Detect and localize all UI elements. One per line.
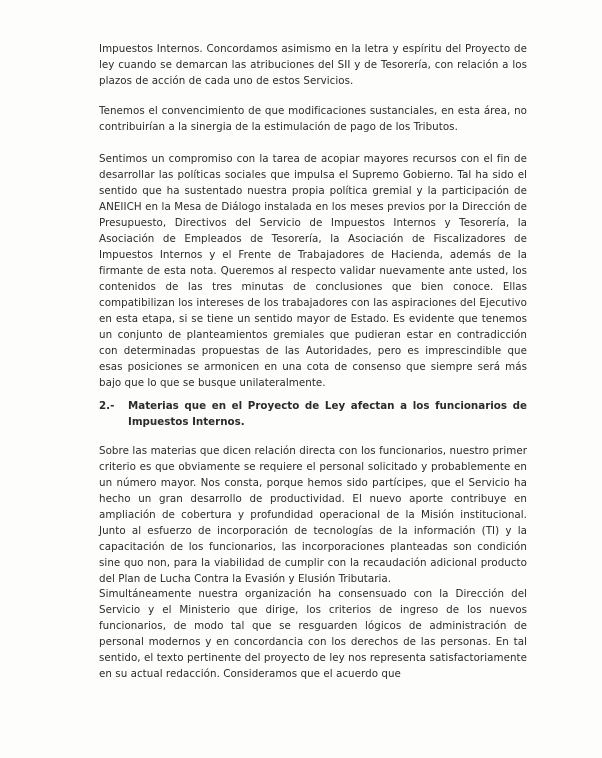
section-heading (99, 398, 527, 430)
section-number: 2.- (99, 400, 115, 412)
paragraph-simultaneamente: Simultáneamente nuestra organización ha consensuado con la Dirección del Servicio y el Ministerio que dirige, los criterios de ingreso de los nuevos funcionarios, de modo tal que se resguarden lógicos de administración de personal modernos y en concordancia con los derechos de las personas. En tal sentido, el texto pertinente del proyecto de ley nos representa satisfactoriamente en su actual redacción. Consideramos que el acuerdo que (99, 588, 527, 680)
paragraph-materias: Sobre las materias que dicen relación directa con los funcionarios, nuestro primer criterio es que obviamente se requiere el personal solicitado y probablemente en un número mayor. Nos consta, porque hemos sido partícipes, que el Servicio ha hecho un gran desarrollo de productividad. El nuevo aporte contribuye en ampliación de cobertura y profundidad operacional de la Misión institucional. Junto al esfuerzo de incorporación de tecnologías de la información (TI) y la capacitación de los funcionarios, las incorporaciones planteadas son condición sine quo non, para la viabilidad de cumplir con la recaudación adicional producto del Plan de Lucha Contra la Evasión y Elusión Tributaria. (99, 445, 527, 585)
paragraph-compromiso: Sentimos un compromiso con la tarea de acopiar mayores recursos con el fin de desarrollar las políticas sociales que impulsa el Supremo Gobierno. Tal ha sido el sentido que ha sustentado nuestra propia política gremial y la participación de ANEIICH en la Mesa de Diálogo instalada en los meses previos por la Dirección de Presupuesto, Directivos del Servicio de Impuestos Internos y Tesorería, la Asociación de Empleados de Tesorería, la Asociación de Fiscalizadores de Impuestos Internos y el Frente de Trabajadores de Hacienda, además de la firmante de esta nota. Queremos al respecto validar nuevamente ante usted, los contenidos de las tres minutas de conclusiones que bien conoce. Ellas compatibilizan los intereses de los trabajadores con las aspiraciones del Ejecutivo en esta etapa, si se tiene un sentido mayor de Estado. Es evidente que tenemos un conjunto de planteamientos gremiales que pudieran estar en contradicción con determinadas propuestas de las Autoridades, pero es imprescindible que esas posiciones se armonicen en una cota de consenso que siempre será más bajo que lo que se busque unilateralmente. (99, 153, 527, 389)
section-title: Materias que en el Proyecto de Ley afectan a los funcionarios de Impuestos Internos. (128, 400, 527, 428)
paragraph-convencimiento: Tenemos el convencimiento de que modificaciones sustanciales, en esta área, no contribuirían a la sinergia de la estimulación de pago de los Tributos. (99, 105, 527, 133)
paragraph-intro: Impuestos Internos. Concordamos asimismo en la letra y espíritu del Proyecto de ley cuando se demarcan las atribuciones del SII y de Tesorería, con relación a los plazos de acción de cada uno de estos Servicios. (99, 43, 527, 87)
